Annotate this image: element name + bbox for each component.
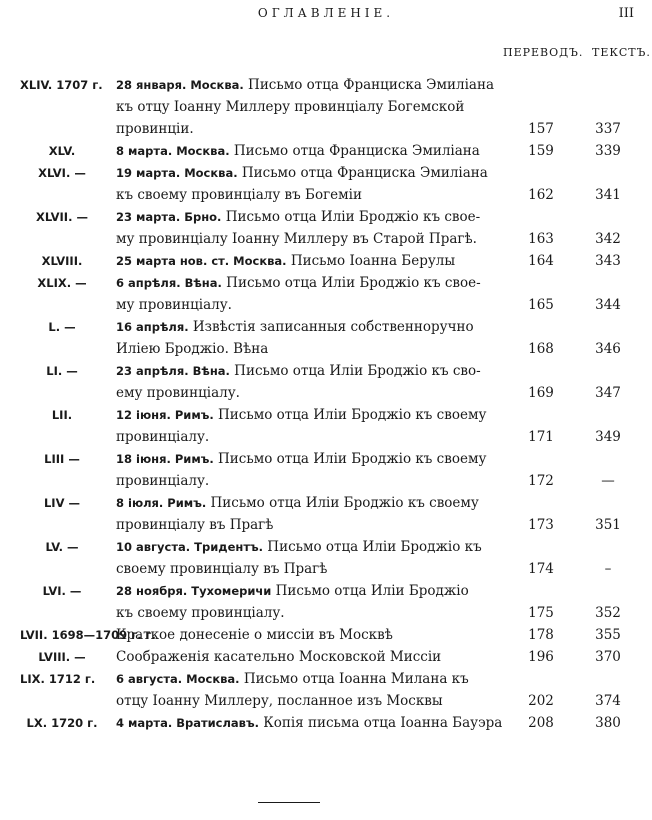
toc-entry — [0, 74, 652, 140]
entry-number: LIX. 1712 г. — [20, 672, 96, 686]
entry-description — [116, 118, 508, 140]
entry-number: XLVI. — — [38, 166, 86, 180]
entry-description — [116, 536, 508, 558]
entry-text: Письмо отца Іоанна Милана къ — [239, 671, 469, 687]
entry-text: Письмо отца Иліи Броджіо къ — [263, 539, 482, 555]
toc-line — [0, 272, 652, 294]
translation-page: 173 — [528, 517, 554, 533]
entry-description — [116, 316, 508, 338]
toc-line — [0, 360, 652, 382]
entry-text: провинціи. — [116, 121, 194, 137]
text-page: 346 — [595, 341, 621, 357]
text-page: 339 — [595, 143, 621, 159]
entry-text: къ отцу Іоанну Миллеру провинціалу Богемской — [116, 99, 465, 115]
entry-date-place: 6 апрѣля. Вѣна. — [116, 276, 222, 290]
entry-text: Письмо отца Иліи Броджіо къ своему — [213, 407, 487, 423]
toc-line — [0, 668, 652, 690]
toc-entry — [0, 646, 652, 668]
entry-date-place: 16 апрѣля. — [116, 320, 189, 334]
translation-page: 159 — [528, 143, 554, 159]
entry-description — [116, 448, 508, 470]
toc-entry — [0, 536, 652, 580]
entry-date-place: 28 января. Москва. — [116, 78, 244, 92]
entry-date-place: 8 марта. Москва. — [116, 144, 230, 158]
entry-text: Письмо отца Франциска Эмиліана — [243, 77, 494, 93]
text-page: 370 — [595, 649, 621, 665]
toc-line — [0, 184, 652, 206]
entry-description — [116, 712, 508, 734]
entry-text: Соображенія касательно Московской Миссіи — [116, 649, 442, 665]
toc-line — [0, 602, 652, 624]
entry-number: XLVII. — — [36, 210, 88, 224]
entry-number: XLIV. 1707 г. — [20, 78, 103, 92]
entry-text: къ своему провинціалу въ Богеміи — [116, 187, 362, 203]
entry-description — [116, 96, 508, 118]
text-page: 344 — [595, 297, 621, 313]
entry-number: LII. — [51, 408, 73, 422]
entry-text: му провинціалу. — [116, 297, 232, 313]
entry-description — [116, 602, 508, 624]
toc-entry — [0, 580, 652, 624]
entry-text: ему провинціалу. — [116, 385, 240, 401]
toc-line — [0, 74, 652, 96]
text-page: 355 — [595, 627, 621, 643]
entry-date-place: 23 марта. Брно. — [116, 210, 222, 224]
entry-description — [116, 404, 508, 426]
toc-line — [0, 624, 652, 646]
entry-date-place: 23 апрѣля. Вѣна. — [116, 364, 230, 378]
toc-entry — [0, 140, 652, 162]
entry-description — [116, 580, 508, 602]
entry-date-place: 28 ноября. Тухомеричи — [116, 584, 272, 598]
column-header-translation: ПЕРЕВОДЪ. — [503, 46, 584, 59]
toc-entry — [0, 250, 652, 272]
translation-page: 172 — [528, 473, 554, 489]
entry-date-place: 8 іюля. Римъ. — [116, 496, 207, 510]
translation-page: 168 — [528, 341, 554, 357]
text-page: — — [601, 473, 615, 489]
entry-text: Письмо отца Иліи Броджіо къ сво- — [229, 363, 481, 379]
entry-description — [116, 360, 508, 382]
entry-description — [116, 646, 508, 668]
entry-text: Письмо отца Иліи Броджіо къ свое- — [221, 209, 481, 225]
toc-line — [0, 448, 652, 470]
entry-description — [116, 184, 508, 206]
toc-entry — [0, 492, 652, 536]
entry-text: Письмо Іоанна Берулы — [286, 253, 456, 269]
entry-text: провинціалу. — [116, 429, 210, 445]
text-page: 351 — [595, 517, 621, 533]
entry-description — [116, 514, 508, 536]
table-of-contents — [0, 74, 652, 734]
toc-line — [0, 382, 652, 404]
entry-number: LI. — — [46, 364, 78, 378]
entry-text: Письмо отца Франциска Эмиліана — [237, 165, 488, 181]
entry-text: му провинціалу Іоанну Миллеру въ Старой Прагѣ. — [116, 231, 477, 247]
entry-text: Письмо отца Иліи Броджіо къ своему — [206, 495, 479, 511]
entry-description — [116, 624, 508, 646]
entry-description — [116, 426, 508, 448]
entry-description — [116, 250, 508, 272]
entry-description — [116, 668, 508, 690]
toc-line — [0, 404, 652, 426]
entry-number: LX. 1720 г. — [26, 716, 98, 730]
toc-line — [0, 558, 652, 580]
translation-page: 169 — [528, 385, 554, 401]
text-page: 347 — [595, 385, 621, 401]
translation-page: 202 — [528, 693, 554, 709]
entry-number: L. — — [48, 320, 76, 334]
toc-line — [0, 338, 652, 360]
entry-description — [116, 140, 508, 162]
text-page: 349 — [595, 429, 621, 445]
entry-number: LVII. 1698—1709 г. г. — [20, 628, 156, 642]
toc-entry — [0, 206, 652, 250]
entry-date-place: 10 августа. Тридентъ. — [116, 540, 264, 554]
toc-line — [0, 712, 652, 734]
entry-number: LV. — — [45, 540, 79, 554]
toc-line — [0, 514, 652, 536]
translation-page: 164 — [528, 253, 554, 269]
entry-description — [116, 206, 508, 228]
toc-line — [0, 492, 652, 514]
entry-description — [116, 492, 508, 514]
toc-line — [0, 646, 652, 668]
footer-rule — [258, 802, 320, 803]
toc-entry — [0, 624, 652, 646]
running-title: ОГЛАВЛЕНІЕ. — [257, 6, 395, 20]
toc-entry — [0, 360, 652, 404]
entry-description — [116, 74, 508, 96]
entry-number: XLVIII. — [41, 254, 83, 268]
toc-line — [0, 580, 652, 602]
toc-line — [0, 140, 652, 162]
entry-number: LIV — — [43, 496, 80, 510]
entry-description — [116, 690, 508, 712]
translation-page: 208 — [528, 715, 554, 731]
entry-description — [116, 272, 508, 294]
translation-page: 171 — [528, 429, 554, 445]
translation-page: 165 — [528, 297, 554, 313]
entry-date-place: 4 марта. Вратиславъ. — [116, 716, 259, 730]
entry-description — [116, 228, 508, 250]
toc-line — [0, 470, 652, 492]
translation-page: 162 — [528, 187, 554, 203]
entry-text: Письмо отца Франциска Эмиліана — [229, 143, 480, 159]
entry-text: Письмо отца Иліи Броджіо къ свое- — [221, 275, 481, 291]
entry-date-place: 25 марта нов. ст. Москва. — [116, 254, 287, 268]
entry-text: отцу Іоанну Миллеру, посланное изъ Москвы — [116, 693, 443, 709]
entry-description — [116, 162, 508, 184]
toc-entry — [0, 162, 652, 206]
entry-description — [116, 558, 508, 580]
text-page: 352 — [595, 605, 621, 621]
toc-line — [0, 162, 652, 184]
entry-number: XLIX. — — [37, 276, 87, 290]
translation-page: 174 — [528, 561, 554, 577]
toc-line — [0, 250, 652, 272]
toc-entry — [0, 272, 652, 316]
entry-date-place: 12 іюня. Римъ. — [116, 408, 214, 422]
entry-text: своему провинціалу въ Прагѣ — [116, 561, 328, 577]
text-page: 380 — [595, 715, 621, 731]
text-page: 341 — [595, 187, 621, 203]
toc-line — [0, 96, 652, 118]
entry-number: LVIII. — — [38, 650, 86, 664]
toc-line — [0, 316, 652, 338]
entry-text: Копія письма отца Іоанна Бауэра — [258, 715, 503, 731]
toc-line — [0, 118, 652, 140]
toc-line — [0, 228, 652, 250]
toc-line — [0, 426, 652, 448]
translation-page: 178 — [528, 627, 554, 643]
entry-description — [116, 338, 508, 360]
toc-line — [0, 690, 652, 712]
translation-page: 175 — [528, 605, 554, 621]
entry-text: Краткое донесеніе о миссіи въ Москвѣ — [116, 627, 393, 643]
entry-text: провинціалу. — [116, 473, 210, 489]
translation-page: 163 — [528, 231, 554, 247]
entry-description — [116, 294, 508, 316]
entry-date-place: 19 марта. Москва. — [116, 166, 238, 180]
toc-entry — [0, 712, 652, 734]
translation-page: 157 — [528, 121, 554, 137]
entry-number: LVI. — — [42, 584, 82, 598]
text-page: – — [604, 561, 612, 577]
toc-entry — [0, 448, 652, 492]
text-page: 337 — [595, 121, 621, 137]
entry-text: провинціалу въ Прагѣ — [116, 517, 274, 533]
page-number: III — [618, 6, 634, 21]
entry-text: Иліею Броджіо. Вѣна — [116, 341, 269, 357]
entry-text: къ своему провинціалу. — [116, 605, 285, 621]
toc-entry — [0, 668, 652, 712]
toc-line — [0, 536, 652, 558]
text-page: 374 — [595, 693, 621, 709]
entry-text: Письмо отца Иліи Броджіо къ своему — [213, 451, 487, 467]
toc-line — [0, 206, 652, 228]
translation-page: 196 — [528, 649, 554, 665]
column-header-text: ТЕКСТЪ. — [592, 46, 651, 59]
entry-number: XLV. — [48, 144, 76, 158]
toc-line — [0, 294, 652, 316]
toc-entry — [0, 404, 652, 448]
entry-text: Извѣстія записанныя собственноручно — [188, 319, 474, 335]
entry-description — [116, 470, 508, 492]
entry-description — [116, 382, 508, 404]
text-page: 342 — [595, 231, 621, 247]
entry-text: Письмо отца Иліи Броджіо — [271, 583, 469, 599]
toc-entry — [0, 316, 652, 360]
entry-number: LIII — — [44, 452, 80, 466]
text-page: 343 — [595, 253, 621, 269]
entry-date-place: 6 августа. Москва. — [116, 672, 240, 686]
entry-date-place: 18 іюня. Римъ. — [116, 452, 214, 466]
